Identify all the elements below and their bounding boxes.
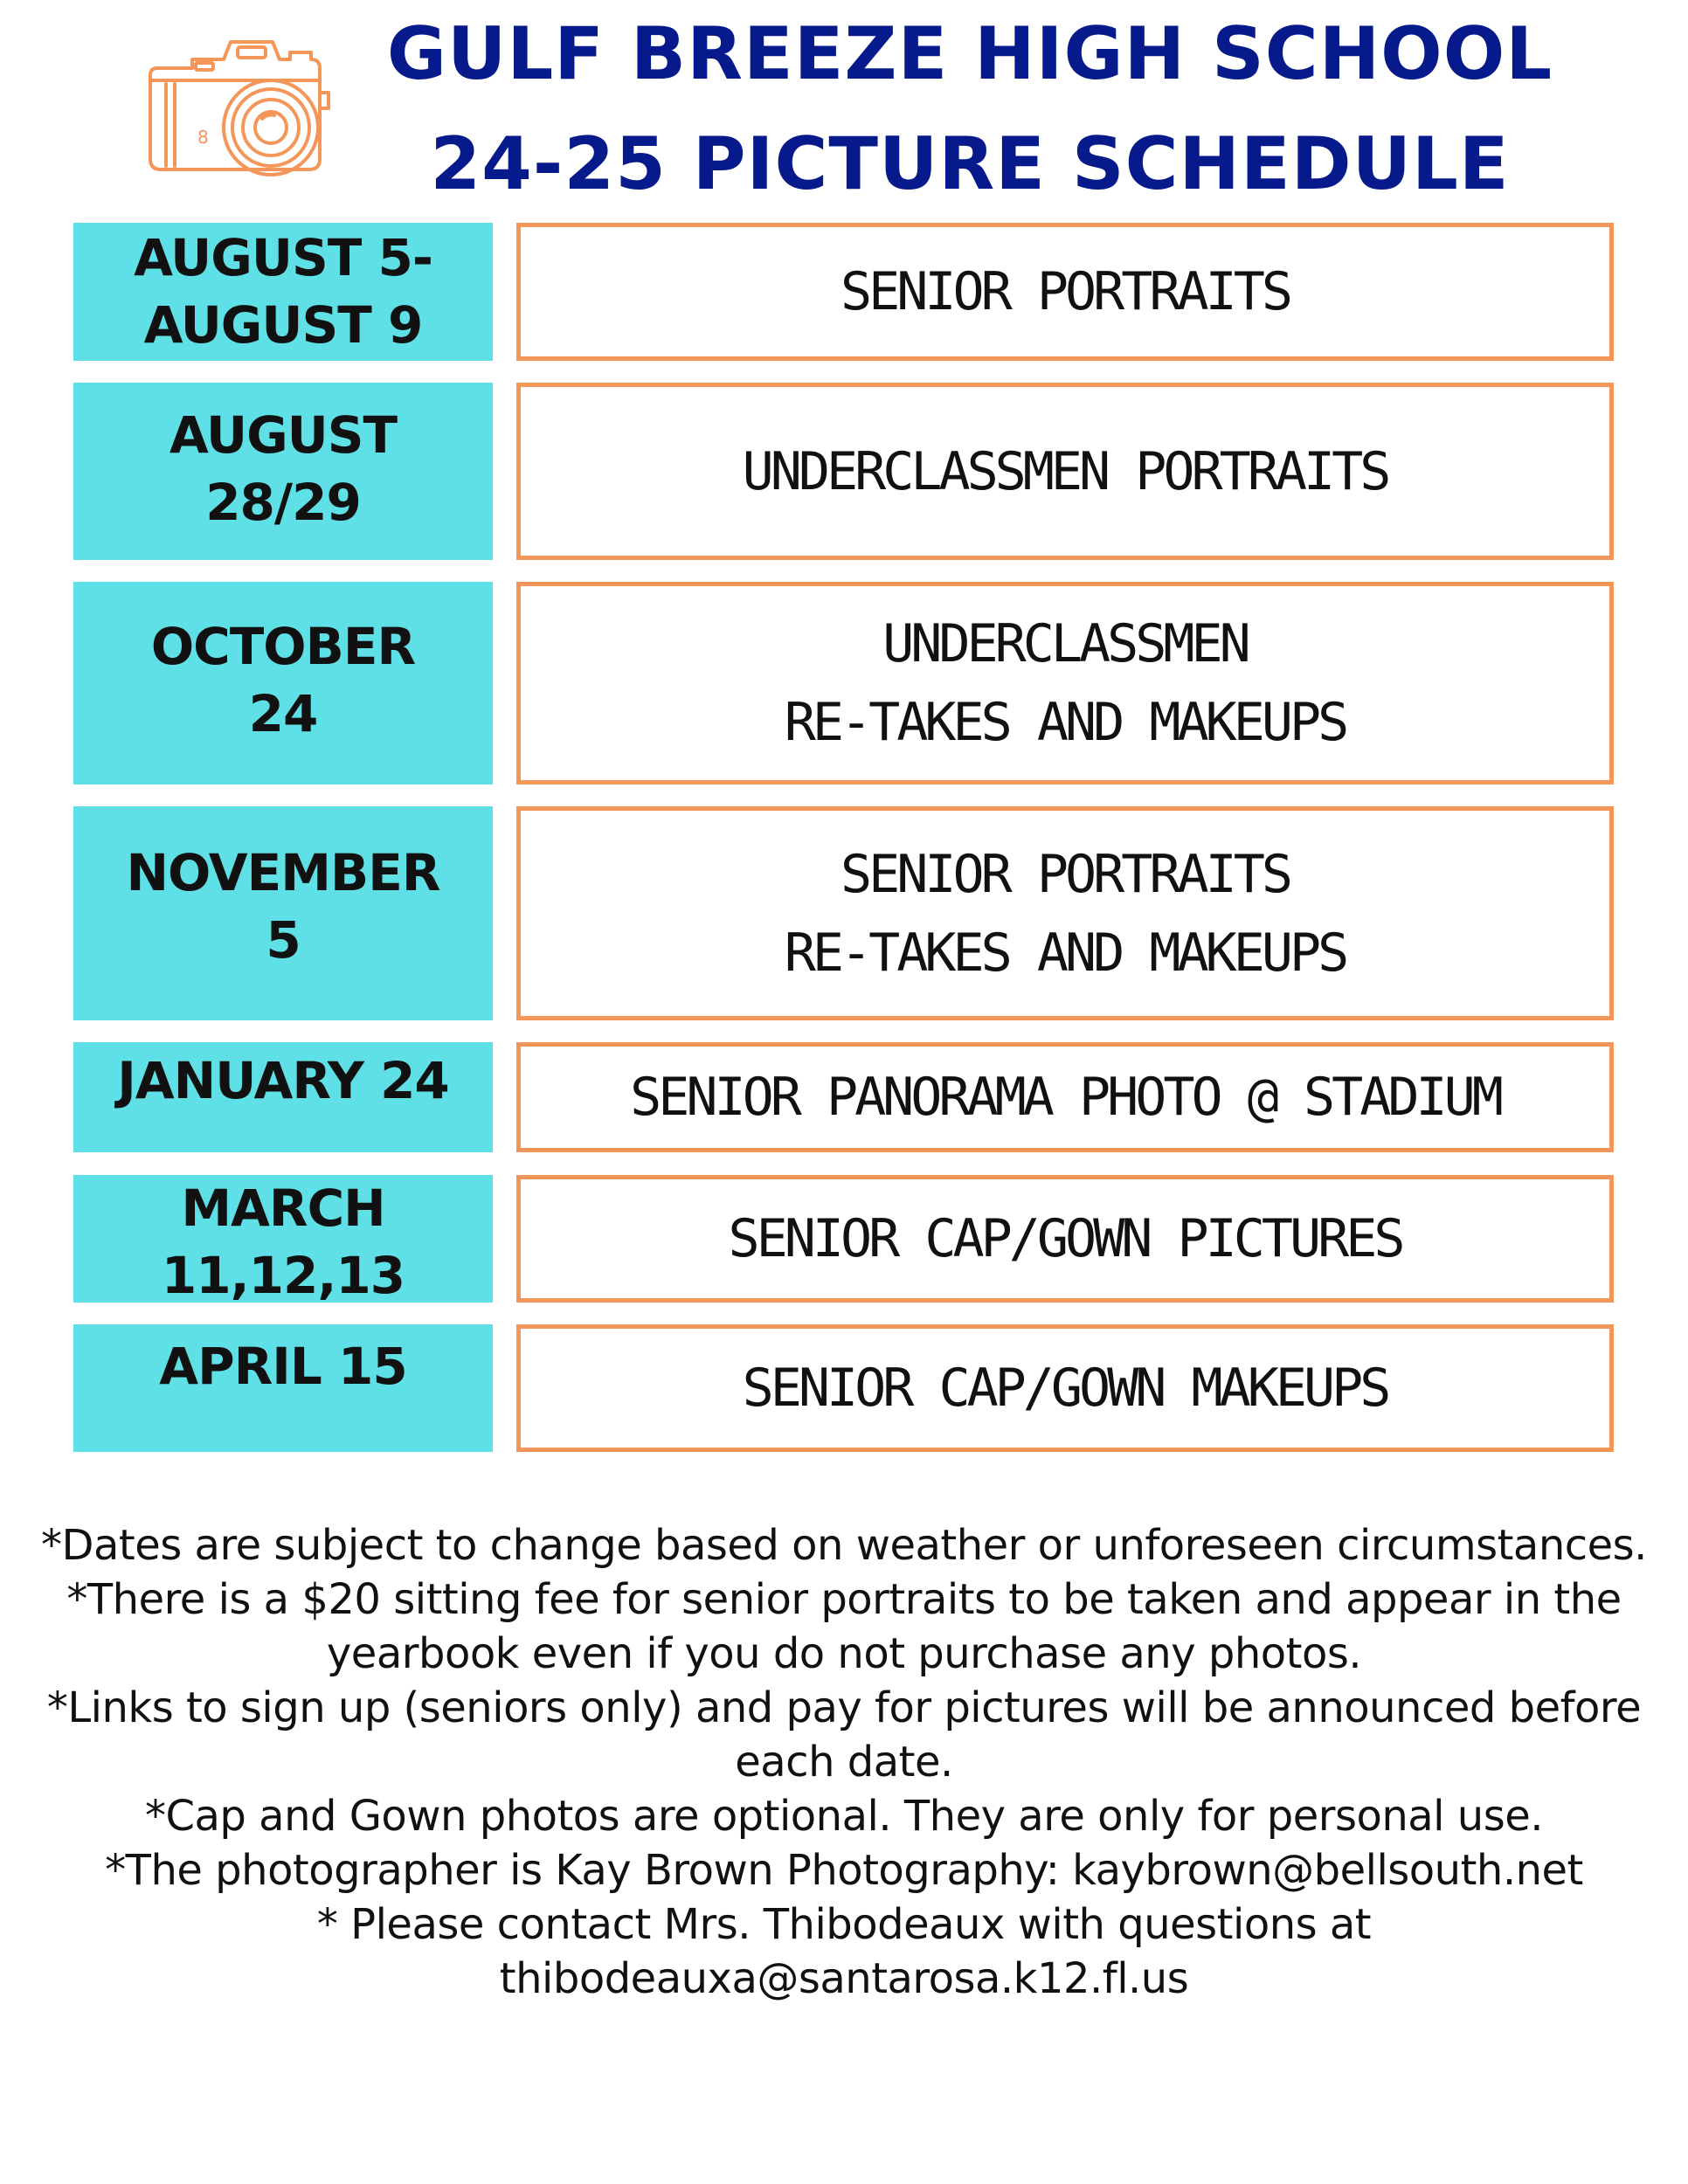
title-line-1: GULF BREEZE HIGH SCHOOL — [386, 11, 1553, 96]
event-line: UNDERCLASSMEN PORTRAITS — [742, 440, 1388, 502]
event-line: SENIOR PORTRAITS — [841, 843, 1290, 905]
date-line: APRIL 15 — [159, 1337, 407, 1396]
date-line: AUGUST — [169, 405, 398, 465]
date-line: AUGUST 9 — [143, 295, 423, 355]
date-line: NOVEMBER — [126, 843, 440, 902]
date-line: MARCH — [181, 1178, 385, 1238]
event-box — [516, 383, 1614, 560]
event-box — [516, 1175, 1614, 1303]
event-line: SENIOR PORTRAITS — [841, 261, 1290, 322]
note-sitting-fee: *There is a $20 sitting fee for senior portraits to be taken and appear in the yearbook even if you do not purchase any photos. — [66, 1575, 1622, 1678]
date-line: AUGUST 5- — [134, 228, 432, 287]
event-line: UNDERCLASSMEN — [882, 613, 1248, 674]
date-box — [73, 1324, 493, 1452]
event-line: RE-TAKES AND MAKEUPS — [784, 922, 1346, 984]
event-box — [516, 582, 1614, 784]
date-box — [73, 582, 493, 784]
note-cap-gown: *Cap and Gown photos are optional. They are only for personal use. — [145, 1792, 1543, 1841]
event-box — [516, 1042, 1614, 1152]
date-box — [73, 1042, 493, 1152]
date-line: OCTOBER — [150, 617, 416, 676]
date-line: 28/29 — [205, 473, 361, 532]
note-weather: *Dates are subject to change based on weather or unforeseen circumstances. — [41, 1521, 1647, 1570]
note-photographer: *The photographer is Kay Brown Photography: kaybrown@bellsouth.net — [105, 1846, 1583, 1895]
date-line: 5 — [266, 910, 301, 970]
event-line: SENIOR CAP/GOWN PICTURES — [728, 1208, 1402, 1269]
camera-icon — [140, 30, 341, 196]
event-box — [516, 1324, 1614, 1452]
note-signup-links: *Links to sign up (seniors only) and pay for pictures will be announced before each date. — [46, 1683, 1642, 1787]
note-contact: * Please contact Mrs. Thibodeaux with questions at thibodeauxa@santarosa.k12.fl.us — [316, 1900, 1372, 2003]
event-line: SENIOR PANORAMA PHOTO @ STADIUM — [630, 1067, 1500, 1128]
date-box — [73, 1175, 493, 1303]
event-box — [516, 806, 1614, 1020]
date-box — [73, 806, 493, 1020]
date-box — [73, 383, 493, 560]
title-line-2: 24-25 PICTURE SCHEDULE — [430, 121, 1510, 206]
date-line: JANUARY 24 — [117, 1051, 449, 1110]
event-line: RE-TAKES AND MAKEUPS — [784, 692, 1346, 753]
event-line: SENIOR CAP/GOWN MAKEUPS — [742, 1358, 1388, 1419]
date-line: 11,12,13 — [161, 1246, 405, 1305]
event-box — [516, 223, 1614, 361]
notes-section — [0, 1518, 1688, 2006]
date-line: 24 — [248, 684, 318, 743]
date-box — [73, 223, 493, 361]
svg-text:8: 8 — [197, 127, 209, 148]
